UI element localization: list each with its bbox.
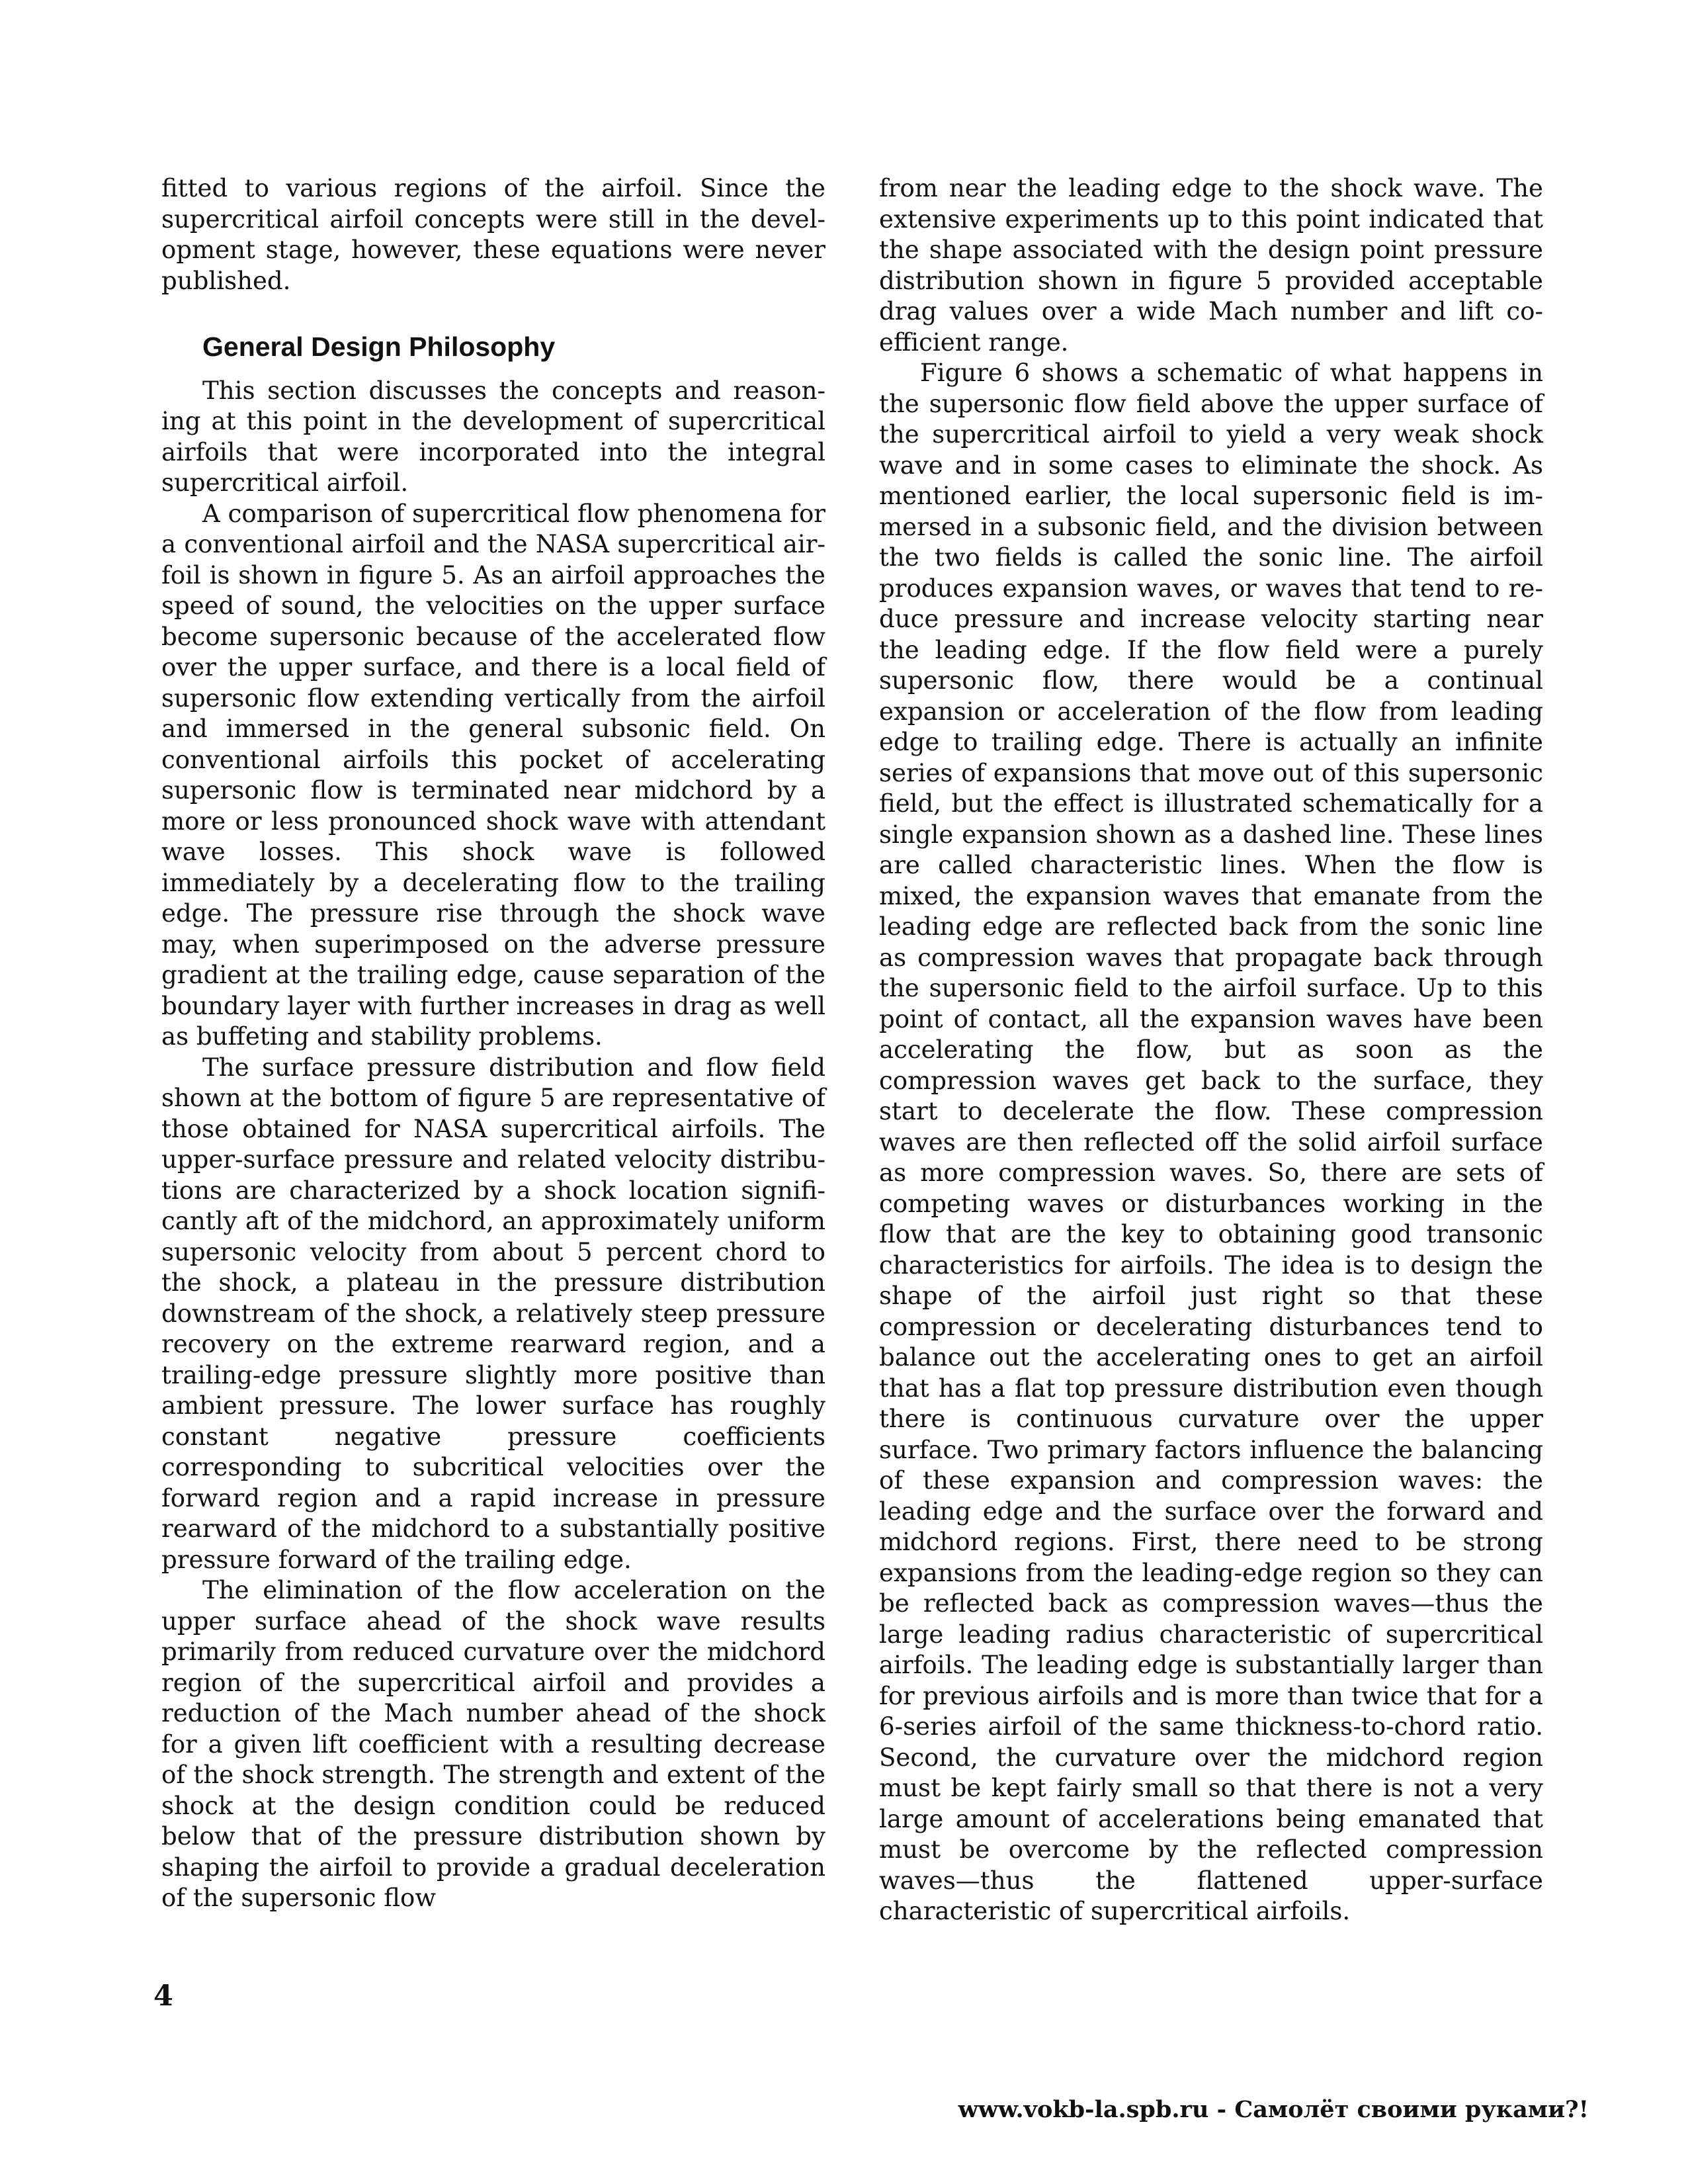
paragraph-continued: from near the leading edge to the shock wave. The extensive experiments up to this point indicated that the shape associated with the design point pressure distribution shown in figure 5 provided acceptable drag values over a wide Mach number and lift coefficient range. [879, 174, 1543, 357]
paragraph: The elimination of the flow acceleration on the upper surface ahead of the shock wave results primarily from reduced curvature over the midchord region of the supercritical airfoil and provides a reduction of the Mach number ahead of the shock for a given lift coefficient with a resulting decrease of the shock strength. The strength and extent of the shock at the design condition could be reduced below that of the pressure distribution shown by shaping the airfoil to provide a gradual deceleration of the supersonic flow [161, 1576, 825, 1912]
page-number: 4 [153, 1980, 173, 2013]
paragraph: The surface pressure distribution and flow field shown at the bottom of figure 5 are representative of those obtained for NASA supercritical airfoils. The upper-surface pressure and related velocity distributions are characterized by a shock location significantly aft of the midchord, an approximately uniform supersonic velocity from about 5 percent chord to the shock, a plateau in the pressure distribution downstream of the shock, a relatively steep pressure recovery on the extreme rearward region, and a trailing-edge pressure slightly more positive than ambient pressure. The lower surface has roughly constant negative pressure coefficients corresponding to subcritical velocities over the forward region and a rapid increase in pressure rearward of the midchord to a substantially positive pressure forward of the trailing edge. [161, 1053, 825, 1574]
paragraph: This section discusses the concepts and reasoning at this point in the development of supercritical airfoils that were incorporated into the integral supercritical airfoil. [161, 376, 825, 497]
paragraph-continued: fitted to various regions of the airfoil. Since the supercritical airfoil concepts were still in the development stage, however, these equations were never published. [161, 174, 825, 295]
section-heading: General Design Philosophy [202, 331, 556, 362]
paragraph: A comparison of supercritical flow phenomena for a conventional airfoil and the NASA supercritical airfoil is shown in figure 5. As an airfoil approaches the speed of sound, the velocities on the upper surface become supersonic because of the accelerated flow over the upper surface, and there is a local field of supersonic flow extending vertically from the airfoil and immersed in the general subsonic field. On conventional airfoils this pocket of accelerating supersonic flow is terminated near midchord by a more or less pronounced shock wave with attendant wave losses. This shock wave is followed immediately by a decelerating flow to the trailing edge. The pressure rise through the shock wave may, when superimposed on the adverse pressure gradient at the trailing edge, cause separation of the boundary layer with further increases in drag as well as buffeting and stability problems. [161, 499, 825, 1051]
right-column [879, 173, 1543, 1927]
left-column [161, 173, 825, 1914]
footer-watermark: www.vokb-la.spb.ru - Самолёт своими руками?! [958, 2096, 1589, 2123]
paragraph: Figure 6 shows a schematic of what happens in the supersonic flow field above the upper surface of the supercritical airfoil to yield a very weak shock wave and in some cases to eliminate the shock. As mentioned earlier, the local supersonic field is immersed in a subsonic field, and the division between the two fields is called the sonic line. The airfoil produces expansion waves, or waves that tend to reduce pressure and increase velocity starting near the leading edge. If the flow field were a purely supersonic flow, there would be a continual expansion or acceleration of the flow from leading edge to trailing edge. There is actually an infinite series of expansions that move out of this supersonic field, but the effect is illustrated schematically for a single expansion shown as a dashed line. These lines are called characteristic lines. When the flow is mixed, the expansion waves that emanate from the leading edge are reflected back from the sonic line as compression waves that propagate back through the supersonic field to the airfoil surface. Up to this point of contact, all the expansion waves have been accelerating the flow, but as soon as the compression waves get back to the surface, they start to decelerate the flow. These compression waves are then reflected off the solid airfoil surface as more compression waves. So, there are sets of competing waves or disturbances working in the flow that are the key to obtaining good transonic characteristics for airfoils. The idea is to design the shape of the airfoil just right so that these compression or decelerating disturbances tend to balance out the accelerating ones to get an airfoil that has a flat top pressure distribution even though there is continuous curvature over the upper surface. Two primary factors influence the balancing of these expansion and compression waves: the leading edge and the surface over the forward and midchord regions. First, there need to be strong expansions from the leading-edge region so they can be reflected back as compression waves—thus the large leading radius characteristic of supercritical airfoils. The leading edge is substantially larger than for previous airfoils and is more than twice that for a 6-series airfoil of the same thickness-to-chord ratio. Second, the curvature over the midchord region must be kept fairly small so that there is not a very large amount of accelerations being emanated that must be overcome by the reflected compression waves—thus the flattened upper-surface characteristic of supercritical airfoils. [879, 359, 1543, 1925]
